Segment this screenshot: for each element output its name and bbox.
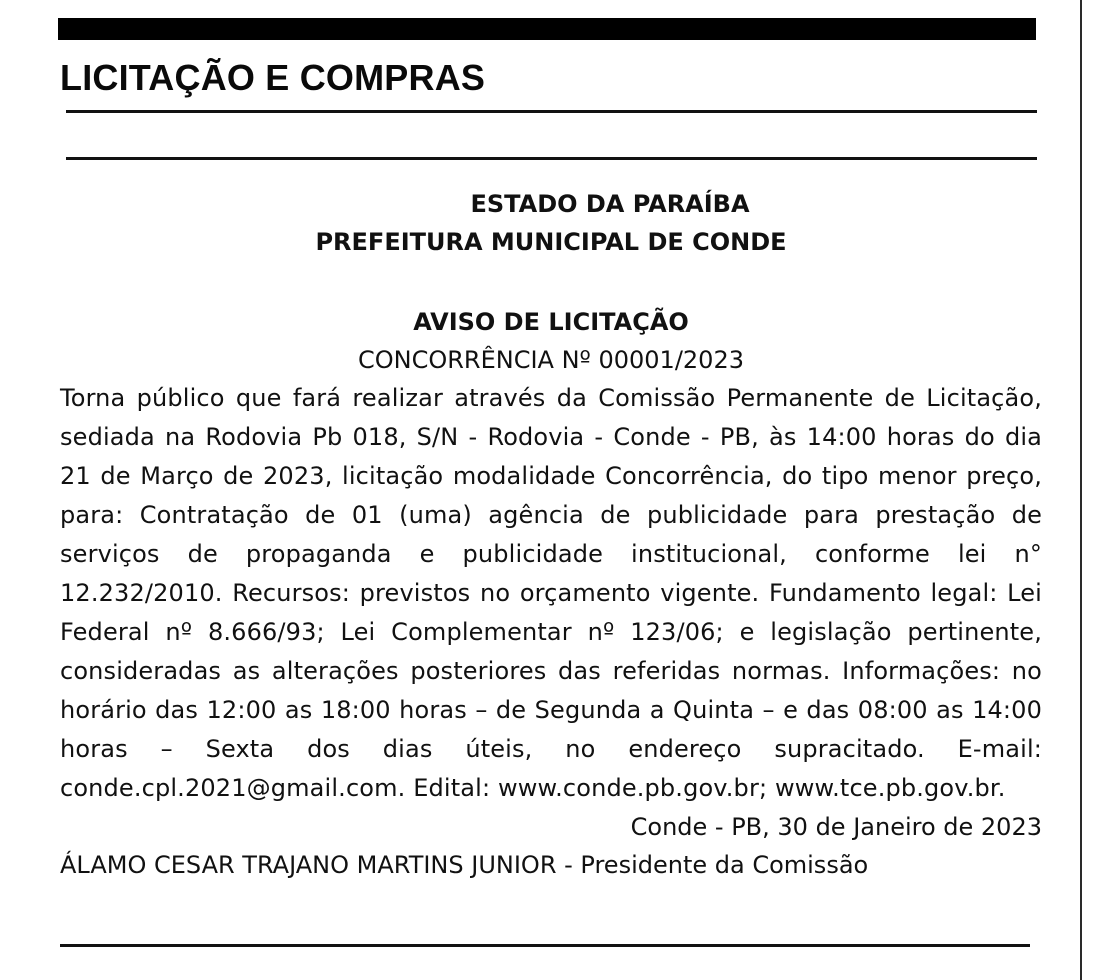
spacer: [60, 261, 1042, 303]
divider: [66, 110, 1037, 113]
section-title: LICITAÇÃO E COMPRAS: [60, 57, 486, 98]
municipality-name: PREFEITURA MUNICIPAL DE CONDE: [315, 228, 787, 256]
header-bar: [58, 18, 1036, 40]
signature: ÁLAMO CESAR TRAJANO MARTINS JUNIOR - Presidente da Comissão: [60, 851, 869, 879]
page-edge: [1080, 0, 1082, 980]
divider: [60, 944, 1030, 947]
state-name: ESTADO DA PARAÍBA: [470, 190, 750, 218]
notice-heading: AVISO DE LICITAÇÃO: [413, 308, 689, 336]
place-date: Conde - PB, 30 de Janeiro de 2023: [630, 813, 1042, 841]
divider: [66, 157, 1037, 160]
notice-reference: CONCORRÊNCIA Nº 00001/2023: [357, 346, 744, 374]
notice-body: Torna público que fará realizar através da Comissão Permanente de Licitação, sediada na Rodovia Pb 018, S/N - Rodovia - Conde - PB, às 14:00 horas do dia 21 de Março de 2023, licitação modalidade Concorrência, do tipo menor preço, para: Contratação de 01 (uma) agência de publicidade para prestação de serviços de propaganda e publicidade institucional, conforme lei n° 12.232/2010. Recursos: previstos no orçamento vigente. Fundamento legal: Lei Federal nº 8.666/93; Lei Complementar nº 123/06; e legislação pertinente, consideradas as alterações posteriores das referidas normas. Informações: no horário das 12:00 as 18:00 horas – de Segunda a Quinta – e das 08:00 as 14:00 horas – Sexta dos dias úteis, no endereço supracitado. E-mail: conde.cpl.2021@gmail.com. Edital: www.conde.pb.gov.br; www.tce.pb.gov.br.: [60, 384, 1042, 802]
bidding-notice: [60, 185, 1042, 884]
